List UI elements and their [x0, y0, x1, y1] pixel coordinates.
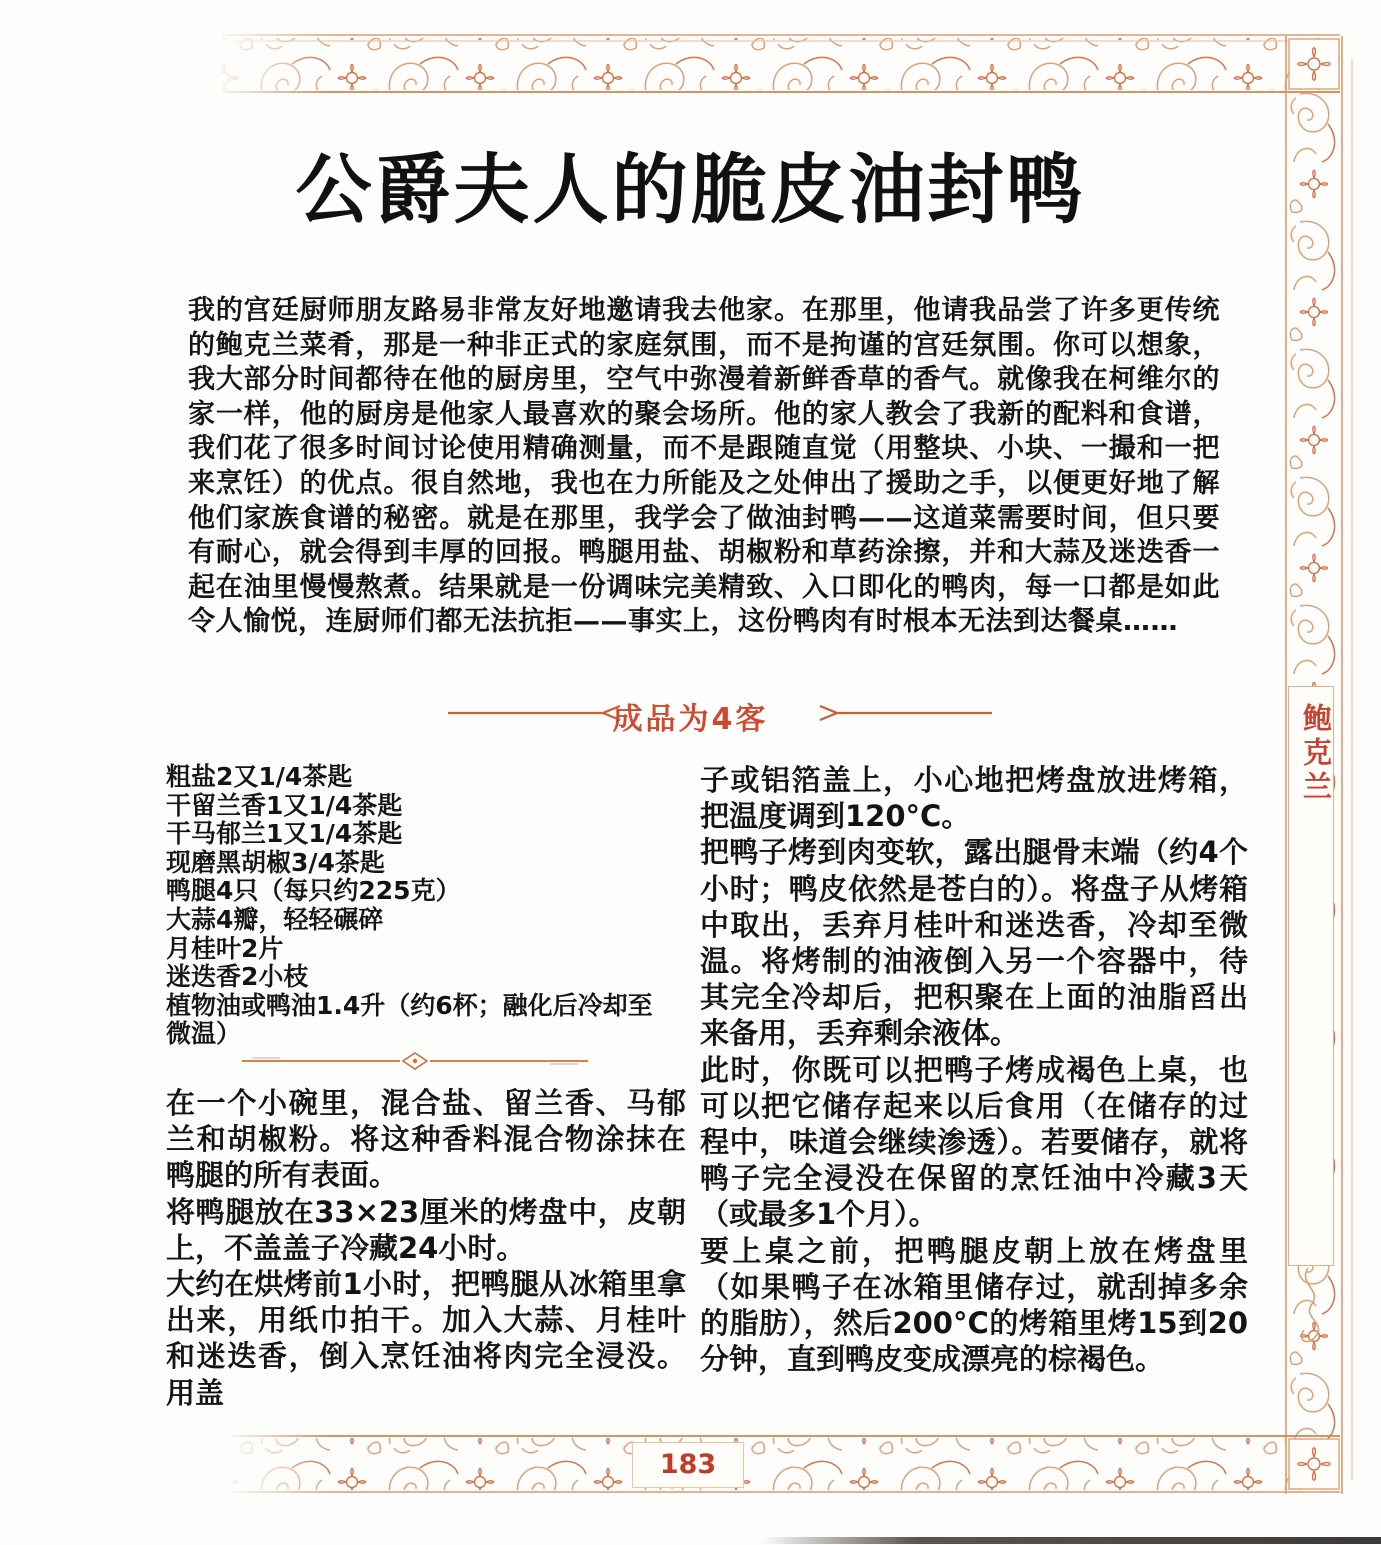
ingredient-item: 干留兰香1又1/4茶匙	[166, 790, 403, 820]
ingredient-item: 大蒜4瓣，轻轻碾碎	[166, 904, 384, 934]
chapter-tab-label: 鲍克兰	[1299, 703, 1333, 805]
corner-flower-icon	[1289, 1439, 1339, 1489]
chapter-tab	[1288, 686, 1334, 1266]
instructions-right-column	[700, 762, 1248, 1377]
instruction-paragraph: 此时，你既可以把鸭子烤成褐色上桌，也可以把它储存起来以后食用（在储存的过程中，味道会继续渗透）。若要储存，就将鸭子完全浸没在保留的烹饪油中冷藏3天（或最多1个月）。	[700, 1052, 1248, 1232]
ingredient-item: 现磨黑胡椒3/4茶匙	[166, 847, 385, 877]
instructions-left-column	[166, 1085, 686, 1411]
recipe-title: 公爵夫人的脆皮油封鸭	[295, 145, 1086, 234]
instruction-paragraph: 子或铝箔盖上，小心地把烤盘放进烤箱，把温度调到120°C。	[700, 763, 1248, 834]
page-edge-shadow	[760, 1537, 1381, 1544]
ingredient-item: 粗盐2又1/4茶匙	[166, 762, 353, 791]
recipe-intro: 我的宫廷厨师朋友路易非常友好地邀请我去他家。在那里，他请我品尝了许多更传统的鲍克兰菜肴，那是一种非正式的家庭氛围，而不是拘谨的宫廷氛围。你可以想象，我大部分时间都待在他的厨房里，空气中弥漫着新鲜香草的香气。就像我在柯维尔的家一样，他的厨房是他家人最喜欢的聚会场所。他的家人教会了我新的配料和食谱，我们花了很多时间讨论使用精确测量，而不是跟随直觉（用整块、小块、一撮和一把来烹饪）的优点。很自然地，我也在力所能及之处伸出了援助之手，以便更好地了解他们家族食谱的秘密。就是在那里，我学会了做油封鸭——这道菜需要时间，但只要有耐心，就会得到丰厚的回报。鸭腿用盐、胡椒粉和草药涂擦，并和大蒜及迷迭香一起在油里慢慢熬煮。结果就是一份调味完美精致、入口即化的鸭肉，每一口都是如此令人愉悦，连厨师们都无法抗拒——事实上，这份鸭肉有时根本无法到达餐桌……	[188, 295, 1220, 638]
section-divider-icon	[240, 1046, 590, 1076]
page-number: 183	[632, 1442, 744, 1488]
ingredient-item: 迷迭香2小枝	[166, 962, 309, 992]
corner-flower-icon	[1289, 39, 1339, 89]
ingredient-item: 植物油或鸭油1.4升（约6杯；融化后冷却至微温）	[166, 990, 653, 1049]
ingredient-item: 月桂叶2片	[166, 933, 284, 963]
instruction-paragraph: 在一个小碗里，混合盐、留兰香、马郁兰和胡椒粉。将这种香料混合物涂抹在鸭腿的所有表面。	[166, 1086, 686, 1193]
ingredient-item: 干马郁兰1又1/4茶匙	[166, 819, 403, 849]
instruction-paragraph: 要上桌之前，把鸭腿皮朝上放在烤盘里（如果鸭子在冰箱里储存过，就刮掉多余的脂肪），然后200°C的烤箱里烤15到20分钟，直到鸭皮变成漂亮的棕褐色。	[700, 1233, 1248, 1377]
servings-label: 成品为4客	[612, 702, 769, 737]
instruction-paragraph: 把鸭子烤到肉变软，露出腿骨末端（约4个小时；鸭皮依然是苍白的）。将盘子从烤箱中取出，丢弃月桂叶和迷迭香，冷却至微温。将烤制的油液倒入另一个容器中，待其完全冷却后，把积聚在上面的油脂舀出来备用，丢弃剩余液体。	[700, 835, 1248, 1051]
instruction-paragraph: 将鸭腿放在33×23厘米的烤盘中，皮朝上，不盖盖子冷藏24小时。	[166, 1194, 686, 1265]
ingredient-item: 鸭腿4只（每只约225克）	[166, 876, 461, 906]
ingredients-list	[166, 763, 676, 1049]
instruction-paragraph: 大约在烘烤前1小时，把鸭腿从冰箱里拿出来，用纸巾拍干。加入大蒜、月桂叶和迷迭香，倒入烹饪油将肉完全浸没。用盖	[166, 1267, 686, 1410]
